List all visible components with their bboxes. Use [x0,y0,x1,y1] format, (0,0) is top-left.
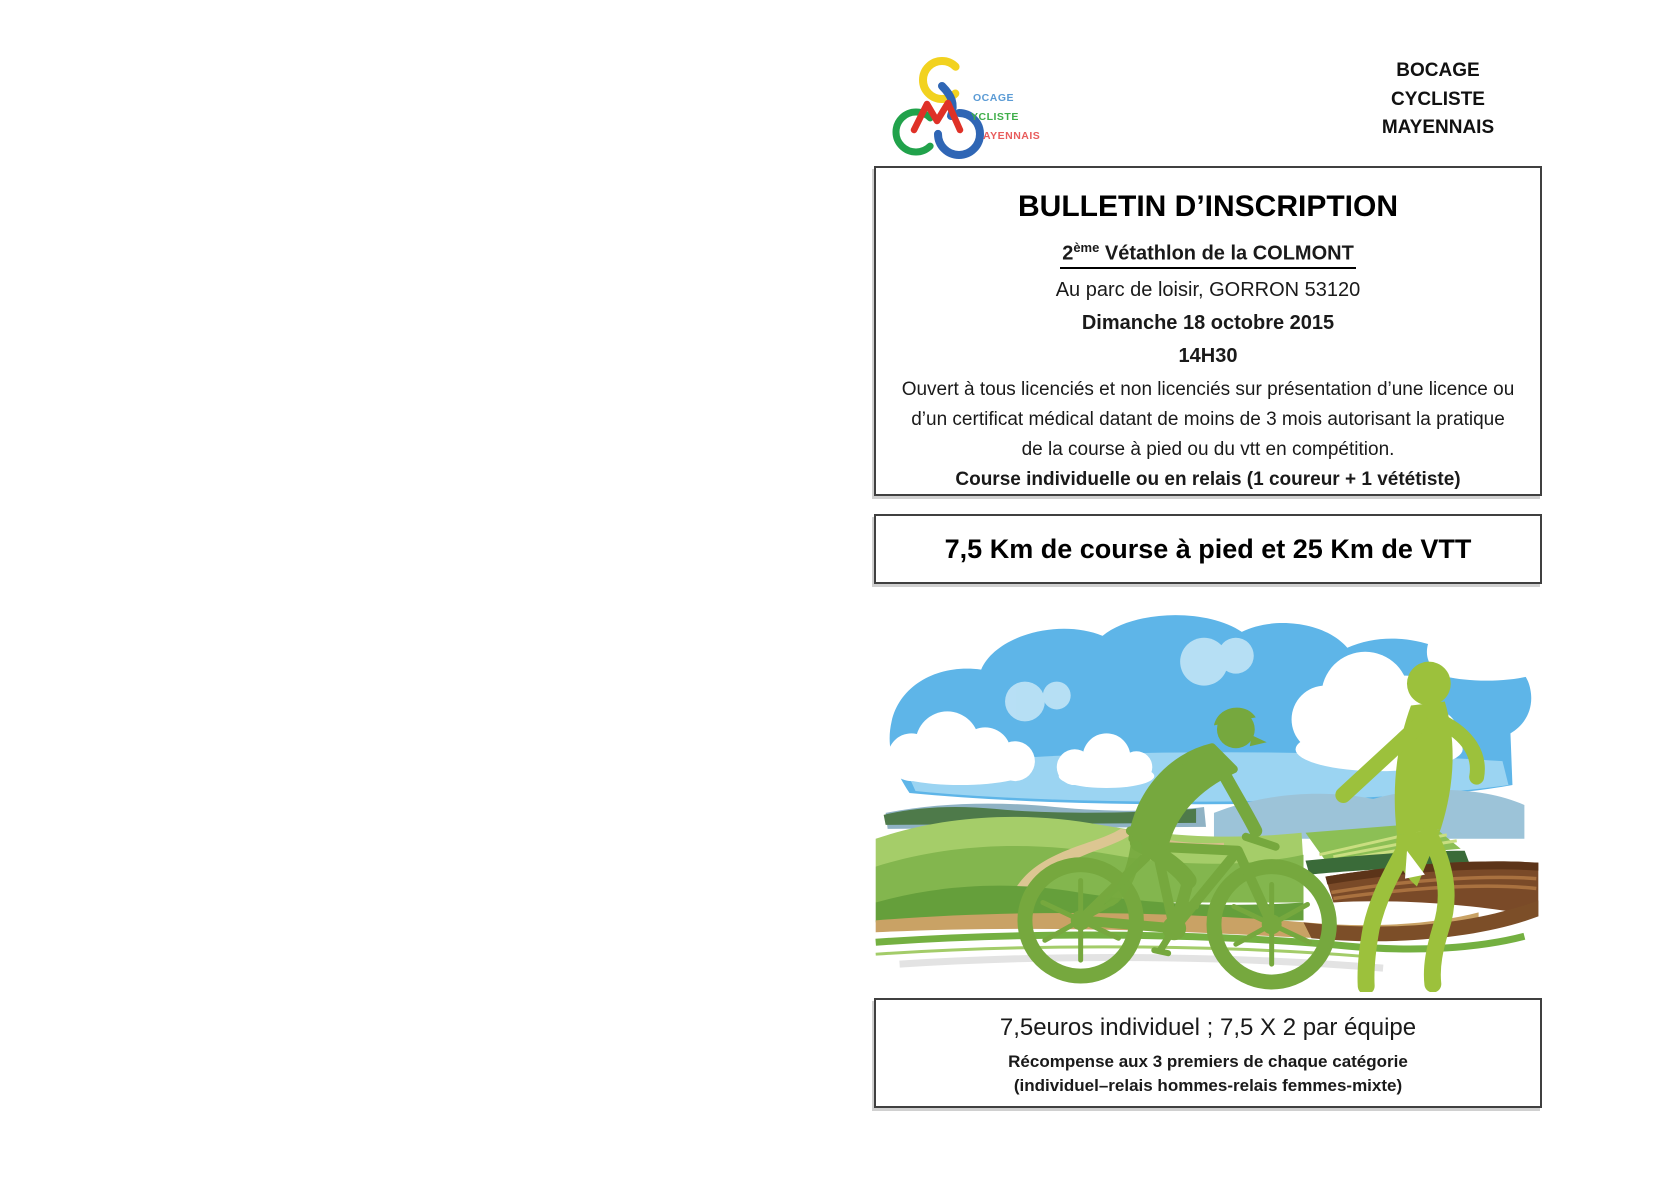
event-subtitle [1060,236,1356,269]
conditions-paragraph [902,375,1515,465]
inscription-box [874,166,1542,496]
event-ordinal: ème [1073,240,1100,255]
event-time: 14H30 [1178,344,1238,367]
reward-lines [1008,1050,1408,1098]
conditions-line3: de la course à pied ou du vtt en compétition. [1021,438,1395,460]
club-logo [885,50,1070,168]
price-box [874,998,1542,1108]
club-name-line3: MAYENNAIS [1381,117,1495,138]
distance-text: 7,5 Km de course à pied et 25 Km de VTT [944,533,1472,564]
race-format: Course individuelle ou en relais (1 coureur + 1 vététiste) [955,468,1461,490]
event-location: Au parc de loisir, GORRON 53120 [1055,278,1361,301]
conditions-line2: d’un certificat médical datant de moins de 3 mois autorisant la pratique [911,408,1505,430]
logo-text-ycliste: YCLISTE [971,111,1019,123]
logo-text-ayennais: AYENNAIS [983,130,1041,142]
event-number: 2 [1062,242,1074,265]
bike-logo-icon [885,50,1000,165]
race-illustration [874,600,1542,992]
club-name-line2: CYCLISTE [1391,88,1485,110]
logo-text-ocage: OCAGE [973,92,1015,104]
distance-box [874,514,1542,584]
event-name: Vétathlon de la COLMONT [1099,242,1354,265]
reward-line1: Récompense aux 3 premiers de chaque catégorie [1008,1052,1408,1071]
page-title: BULLETIN D’INSCRIPTION [1018,190,1398,223]
conditions-line1: Ouvert à tous licenciés et non licenciés sur présentation d’une licence ou [901,378,1515,400]
price-line: 7,5euros individuel ; 7,5 X 2 par équipe [999,1014,1417,1041]
club-name-line1: BOCAGE [1396,60,1480,81]
landscape-illustration-icon [874,600,1542,992]
event-date: Dimanche 18 octobre 2015 [1081,311,1335,334]
reward-line2: (individuel–relais hommes-relais femmes-mixte) [1013,1076,1403,1095]
club-name [1360,57,1516,143]
